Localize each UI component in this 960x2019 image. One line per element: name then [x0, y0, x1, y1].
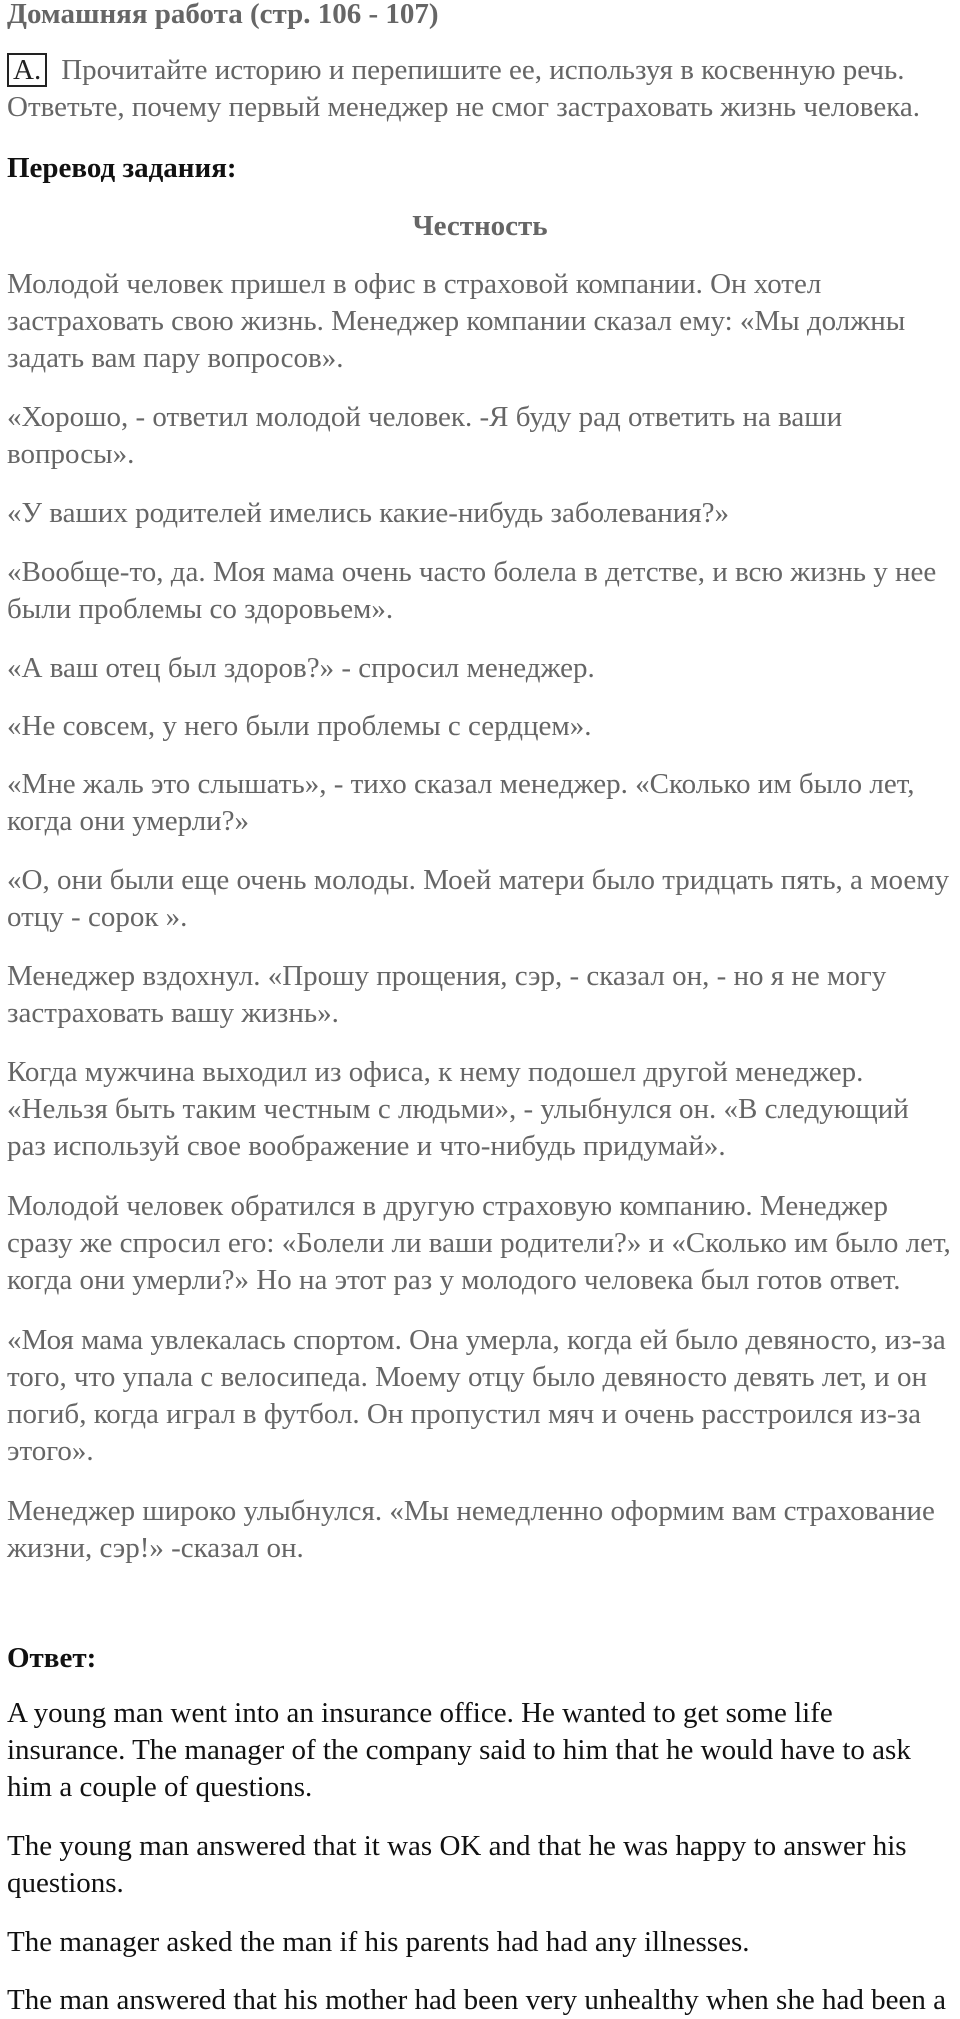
- answer-paragraph-2: The young man answered that it was OK and that he was happy to answer his questions.: [7, 1830, 907, 1899]
- page-title: Домашняя работа (стр. 106 - 107): [7, 0, 439, 30]
- translation-paragraph-3: «У ваших родителей имелись какие-нибудь заболевания?»: [7, 497, 729, 529]
- translation-paragraph-10: Когда мужчина выходил из офиса, к нему подошел другой менеджер. «Нельзя быть таким честным с людьми», - улыбнулся он. «В следующий раз используй свое воображение и что-нибудь придумай».: [7, 1056, 909, 1162]
- translation-paragraph-12: «Моя мама увлекалась спортом. Она умерла, когда ей было девяносто, из-за того, что упала с велосипеда. Моему отцу было девяносто девять лет, и он погиб, когда играл в футбол. Он пропустил мяч и очень расстроился из-за этого».: [7, 1324, 946, 1467]
- task-letter-box: A.: [7, 53, 47, 87]
- answer-paragraph-3: The manager asked the man if his parents had had any illnesses.: [7, 1926, 750, 1958]
- translation-paragraph-8: «О, они были еще очень молоды. Моей матери было тридцать пять, а моему отцу - сорок ».: [7, 864, 950, 933]
- translation-paragraph-11: Молодой человек обратился в другую страховую компанию. Менеджер сразу же спросил его: «Болели ли ваши родители?» и «Сколько им было лет, когда они умерли?» Но на этот раз у молодого человека был готов ответ.: [7, 1190, 951, 1296]
- answer-paragraph-1: A young man went into an insurance office. He wanted to get some life insurance. The manager of the company said to him that he would have to ask him a couple of questions.: [7, 1697, 911, 1803]
- translation-paragraph-4: «Вообще-то, да. Моя мама очень часто болела в детстве, и всю жизнь у нее были проблемы со здоровьем».: [7, 556, 937, 625]
- translation-label: Перевод задания:: [7, 152, 237, 184]
- translation-paragraph-9: Менеджер вздохнул. «Прошу прощения, сэр, - сказал он, - но я не могу застраховать вашу жизнь».: [7, 960, 887, 1029]
- translation-paragraph-2: «Хорошо, - ответил молодой человек. -Я буду рад ответить на ваши вопросы».: [7, 401, 843, 470]
- story-title: Честность: [412, 210, 548, 242]
- answer-paragraph-4: The man answered that his mother had been very unhealthy when she had been a: [7, 1984, 946, 2016]
- translation-paragraph-13: Менеджер широко улыбнулся. «Мы немедленно оформим вам страхование жизни, сэр!» -сказал он.: [7, 1495, 935, 1564]
- translation-paragraph-7: «Мне жаль это слышать», - тихо сказал менеджер. «Сколько им было лет, когда они умерли?»: [7, 768, 915, 837]
- task-text: Прочитайте историю и перепишите ее, используя в косвенную речь. Ответьте, почему первый менеджер не смог застраховать жизнь человека.: [7, 54, 920, 123]
- answer-label: Ответ:: [7, 1642, 97, 1674]
- translation-paragraph-6: «Не совсем, у него были проблемы с сердцем».: [7, 710, 592, 742]
- task-instruction: [7, 52, 953, 126]
- translation-paragraph-5: «А ваш отец был здоров?» - спросил менеджер.: [7, 652, 595, 684]
- translation-paragraph-1: Молодой человек пришел в офис в страховой компании. Он хотел застраховать свою жизнь. Менеджер компании сказал ему: «Мы должны задать вам пару вопросов».: [7, 268, 906, 374]
